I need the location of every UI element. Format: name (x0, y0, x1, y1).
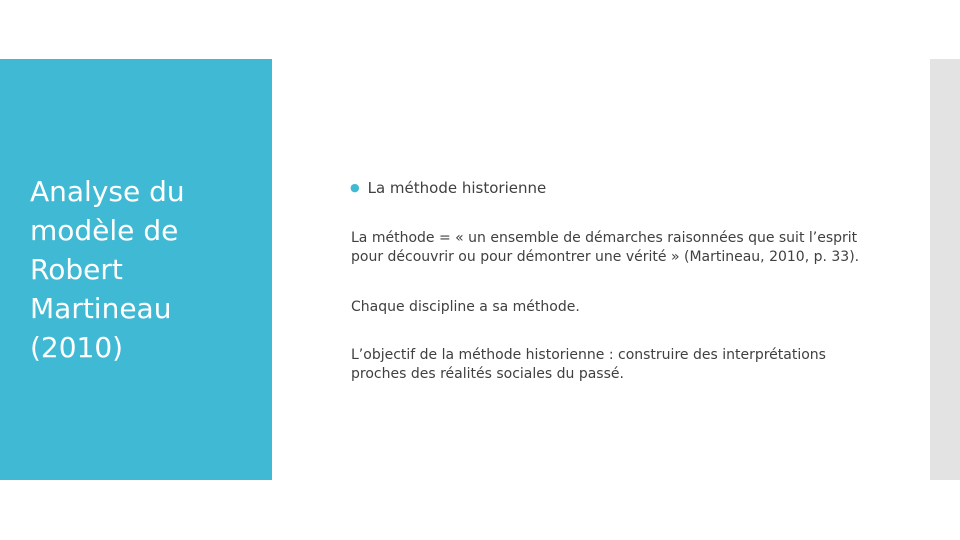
title-line: Robert (30, 253, 123, 286)
paragraph-line: pour découvrir ou pour démontrer une vérité » (Martineau, 2010, p. 33). (351, 249, 860, 265)
side-strip (930, 59, 960, 480)
title-line: Martineau (30, 292, 172, 325)
paragraph-line: La méthode = « un ensemble de démarches raisonnées que suit l’esprit (351, 230, 858, 246)
paragraph-line: L’objectif de la méthode historienne : construire des interprétations (351, 347, 826, 363)
bullet-dot-icon: ● (350, 181, 360, 194)
title-line: Analyse du (30, 175, 185, 208)
discipline-paragraph (351, 298, 911, 317)
slide-title (30, 172, 260, 367)
bullet-text: La méthode historienne (367, 179, 547, 197)
objective-paragraph (351, 346, 911, 384)
title-line: (2010) (30, 331, 124, 364)
bullet-item (350, 178, 546, 198)
paragraph-line: Chaque discipline a sa méthode. (351, 299, 580, 315)
definition-paragraph (351, 229, 911, 267)
paragraph-line: proches des réalités sociales du passé. (351, 366, 624, 382)
title-line: modèle de (30, 214, 179, 247)
